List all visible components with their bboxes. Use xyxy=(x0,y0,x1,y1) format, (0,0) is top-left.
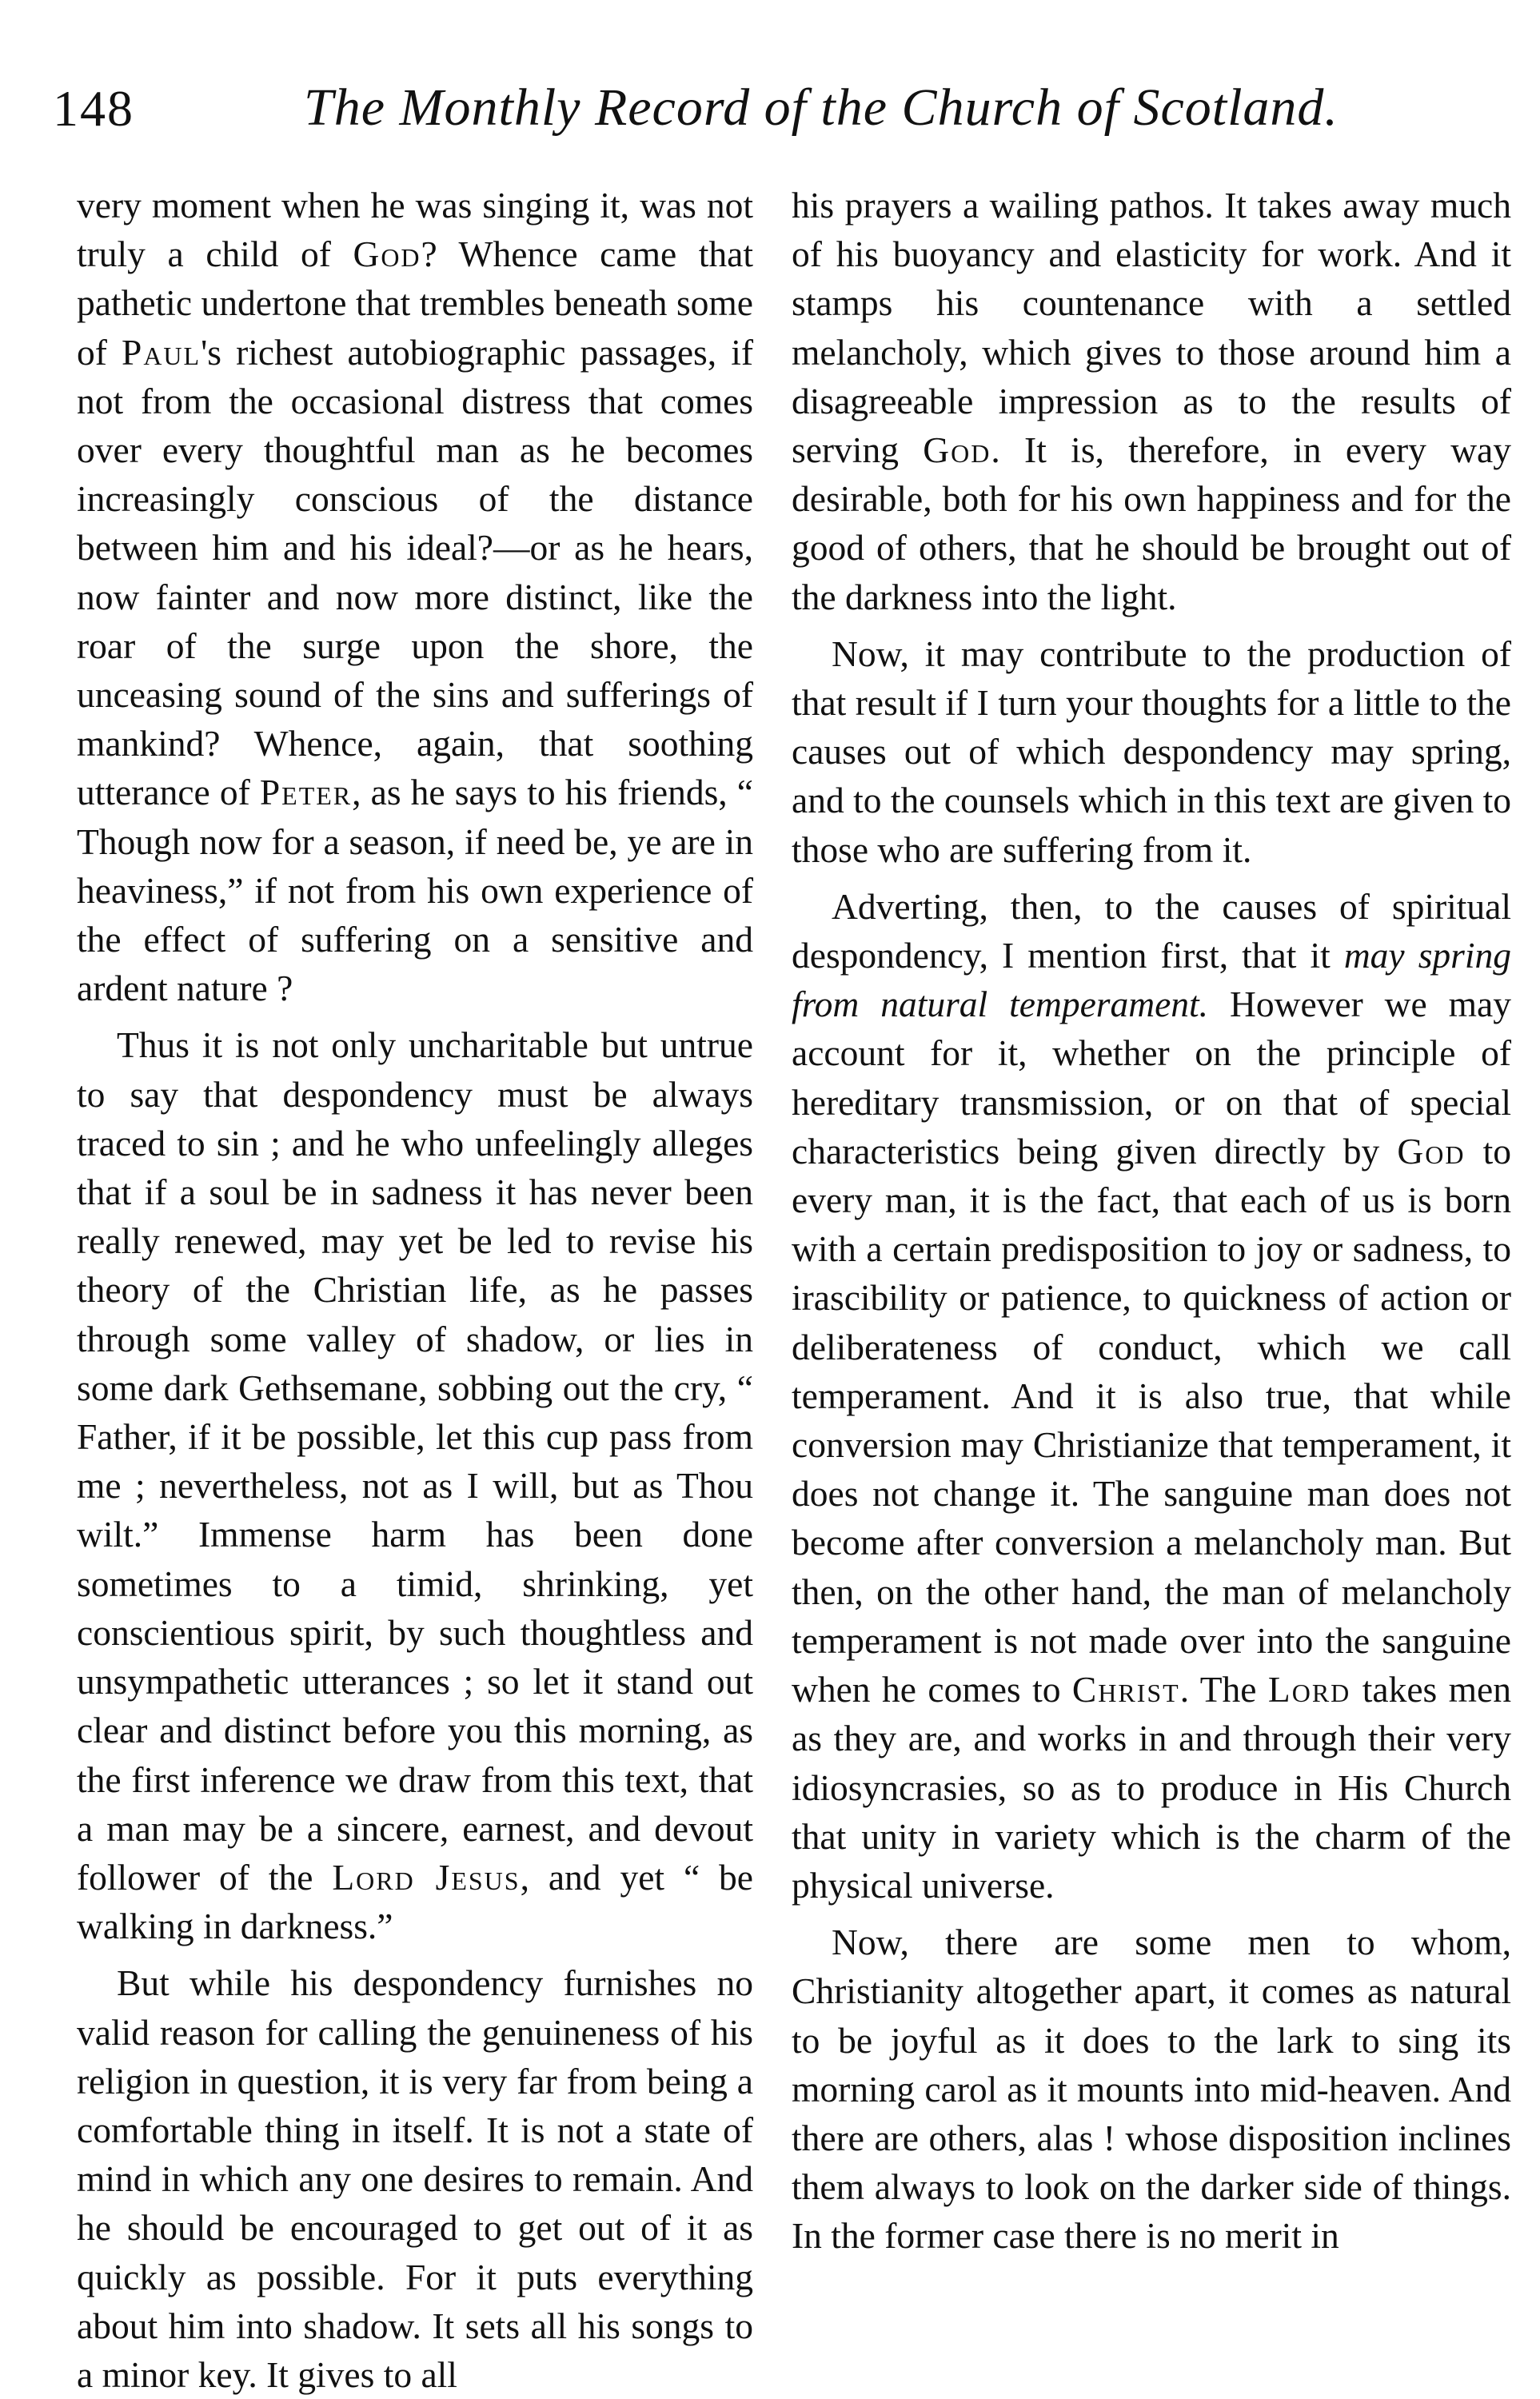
text-run: . The xyxy=(1179,1669,1268,1710)
left-paragraph-3: But while his despondency furnishes no valid reason for calling the genuineness of his religion in question, it is very far from being a comfortable thing in itself. It is not a state of mind in which any one desires to remain. And he should be encouraged to get out of it as quickly as possible. For it puts everything about him into shadow. It sets all his songs to a minor key. It gives to all xyxy=(77,1962,753,2395)
text-run: Thus it is not only uncharitable but untrue to say that despondency must be always traced to sin ; and he who unfeelingly alleges that if a soul be in sadness it has never been really renewed, may yet be led to revise his theory of the Christian life, as he passes through some valley of shadow, or lies in some dark Gethsemane, sobbing out the cry, “ Father, if it be possible, let this cup pass from me ; nevertheless, not as I will, but as Thou wilt.” Immense harm has been done sometimes to a timid, shrinking, yet conscientious spirit, by such thoughtless and unsympathetic utterances ; so let it stand out clear and distinct before you this morning, as the first inference we draw from this text, that a man may be a sincere, earnest, and devout follower of the xyxy=(77,1024,753,1898)
left-column xyxy=(77,181,753,2395)
text-run: However we may account for it, whether on the principle of hereditary transmission, or on that of special characteristics being given directly by xyxy=(792,984,1511,1172)
small-caps-christ: Christ xyxy=(1071,1669,1180,1710)
text-run: , and yet “ be walking in darkness.” xyxy=(77,1856,753,1947)
running-title: The Monthly Record of the Church of Scotland. xyxy=(304,78,1339,137)
left-paragraph-2 xyxy=(77,1020,753,1950)
text-run: takes men as they are, and works in and through their very idiosyncrasies, so as to produce in His Church that unity in variety which is the charm of the physical universe. xyxy=(792,1669,1511,1906)
text-run: his prayers a wailing pathos. It takes away much of his buoyancy and elasticity for work. And it stamps his countenance with a settled melancholy, which gives to those around him a disagreeable impression as to the results of serving xyxy=(792,185,1511,471)
right-column xyxy=(792,181,1511,2324)
right-paragraph-3 xyxy=(792,882,1511,1910)
right-paragraph-4: Now, there are some men to whom, Christianity altogether apart, it comes as natural to be joyful as it does to the lark to sing its morning carol as it mounts into mid-heaven. And there are others, alas ! whose disposition inclines them always to look on the darker side of things. In the former case there is no merit in xyxy=(792,1922,1511,2257)
text-run: to every man, it is the fact, that each of us is born with a certain predisposition to joy or sadness, to irascibility or patience, to quickness of action or deliberateness of conduct, which we call temperament. And it is also true, that while conversion may Christianize that temperament, it does not change it. The sanguine man does not become after conversion a melancholy man. But then, on the other hand, the man of melancholy temperament is not made over into the sanguine when he comes to xyxy=(792,1130,1511,1710)
right-paragraph-2: Now, it may contribute to the production of that result if I turn your thoughts for a little to the causes out of which despondency may spring, and to the counsels which in this text are given to those who are suffering from it. xyxy=(792,633,1511,870)
left-paragraph-1 xyxy=(77,181,753,1012)
text-run: 's richest autobiographic passages, if not from the occasional distress that comes over every thoughtful man as he becomes increasingly conscious of the distance between him and his ideal?—or as he hears, now fainter and now more distinct, like the roar of the surge upon the shore, the unceasing sound of the sins and sufferings of mankind? Whence, again, that soothing utterance of xyxy=(77,331,753,813)
small-caps-paul: Paul xyxy=(122,331,201,373)
text-run: very moment when he was singing it, was not truly a child of xyxy=(77,185,753,275)
text-run: , as he says to his friends, “ Though now for a season, if need be, ye are in heaviness,” if not from his own experience of the effect of suffering on a sensitive and ardent nature ? xyxy=(77,772,753,1009)
small-caps-lord: Lord xyxy=(1267,1669,1351,1710)
small-caps-god: God xyxy=(923,429,991,471)
page-number: 148 xyxy=(53,80,134,137)
small-caps-peter: Peter xyxy=(259,772,353,813)
text-run: Adverting, then, to the causes of spiritual despondency, I mention first, that it xyxy=(792,885,1511,976)
text-run: ? Whence came that pathetic undertone that trembles beneath some of xyxy=(77,234,753,373)
small-caps-lord-jesus: Lord Jesus xyxy=(332,1856,521,1898)
small-caps-god: God xyxy=(1397,1130,1466,1172)
text-run: . It is, therefore, in every way desirable, both for his own happiness and for the good of others, that he should be brought out of the darkness into the light. xyxy=(792,429,1512,617)
right-paragraph-1 xyxy=(792,181,1511,621)
small-caps-god: God xyxy=(353,234,421,275)
running-header xyxy=(0,0,1540,160)
italic-phrase: may spring from natural temperament. xyxy=(792,935,1512,1025)
